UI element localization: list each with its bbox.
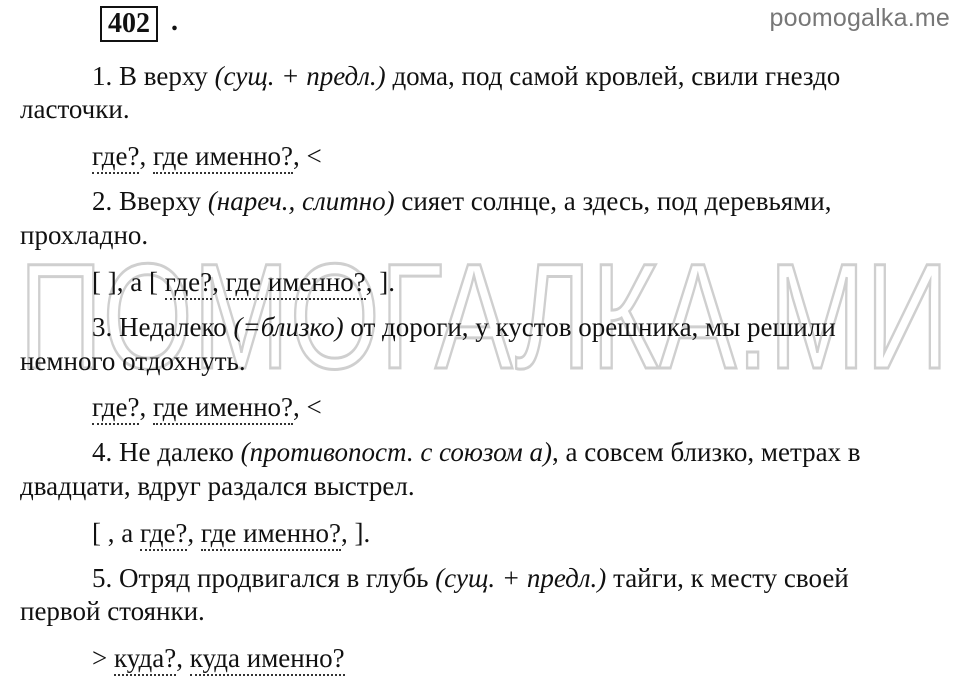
hint-5: (сущ. + предл.) [435, 563, 607, 593]
sentence-1: 1. В верху (сущ. + предл.) дома, под самой кровлей, свили гнездо [92, 61, 841, 91]
sentence-1-cont: ласточки. [20, 94, 130, 124]
sentence-2: 2. Вверху (нареч., слитно) сияет солнце, а здесь, под деревьями, [92, 186, 832, 216]
sentence-4-cont: двадцати, вдруг раздался выстрел. [20, 471, 415, 501]
sentence-4: 4. Не далеко (противопост. с союзом а), а совсем близко, метрах в [92, 437, 861, 467]
exercise-number: 402 [100, 6, 158, 42]
sentence-5: 5. Отряд продвигался в глубь (сущ. + предл.) тайги, к месту своей [92, 563, 849, 593]
sentence-3-cont: немного отдохнуть. [20, 346, 246, 376]
exercise-number-dot: . [171, 6, 178, 37]
scheme-3: где?, где именно?, < [92, 391, 322, 423]
scheme-2: [ ], а [ где?, где именно?, ]. [92, 266, 395, 298]
hint-3: (=близко) [233, 312, 344, 342]
sentence-3: 3. Недалеко (=близко) от дороги, у кустов орешника, мы решили [92, 312, 836, 342]
scheme-4: [ , а где?, где именно?, ]. [92, 517, 370, 549]
scheme-5: > куда?, куда именно? [92, 642, 345, 674]
hint-4: (противопост. с союзом а) [240, 437, 553, 467]
hint-1: (сущ. + предл.) [214, 61, 386, 91]
sentence-5-cont: первой стоянки. [20, 596, 205, 626]
sentence-2-cont: прохладно. [20, 220, 149, 250]
svg-text:ПОМОГАЛКА.МИ: ПОМОГАЛКА.МИ [19, 243, 949, 393]
hint-2: (нареч., слитно) [207, 186, 395, 216]
site-watermark: poomogalka.me [769, 4, 950, 32]
scheme-1: где?, где именно?, < [92, 140, 322, 172]
